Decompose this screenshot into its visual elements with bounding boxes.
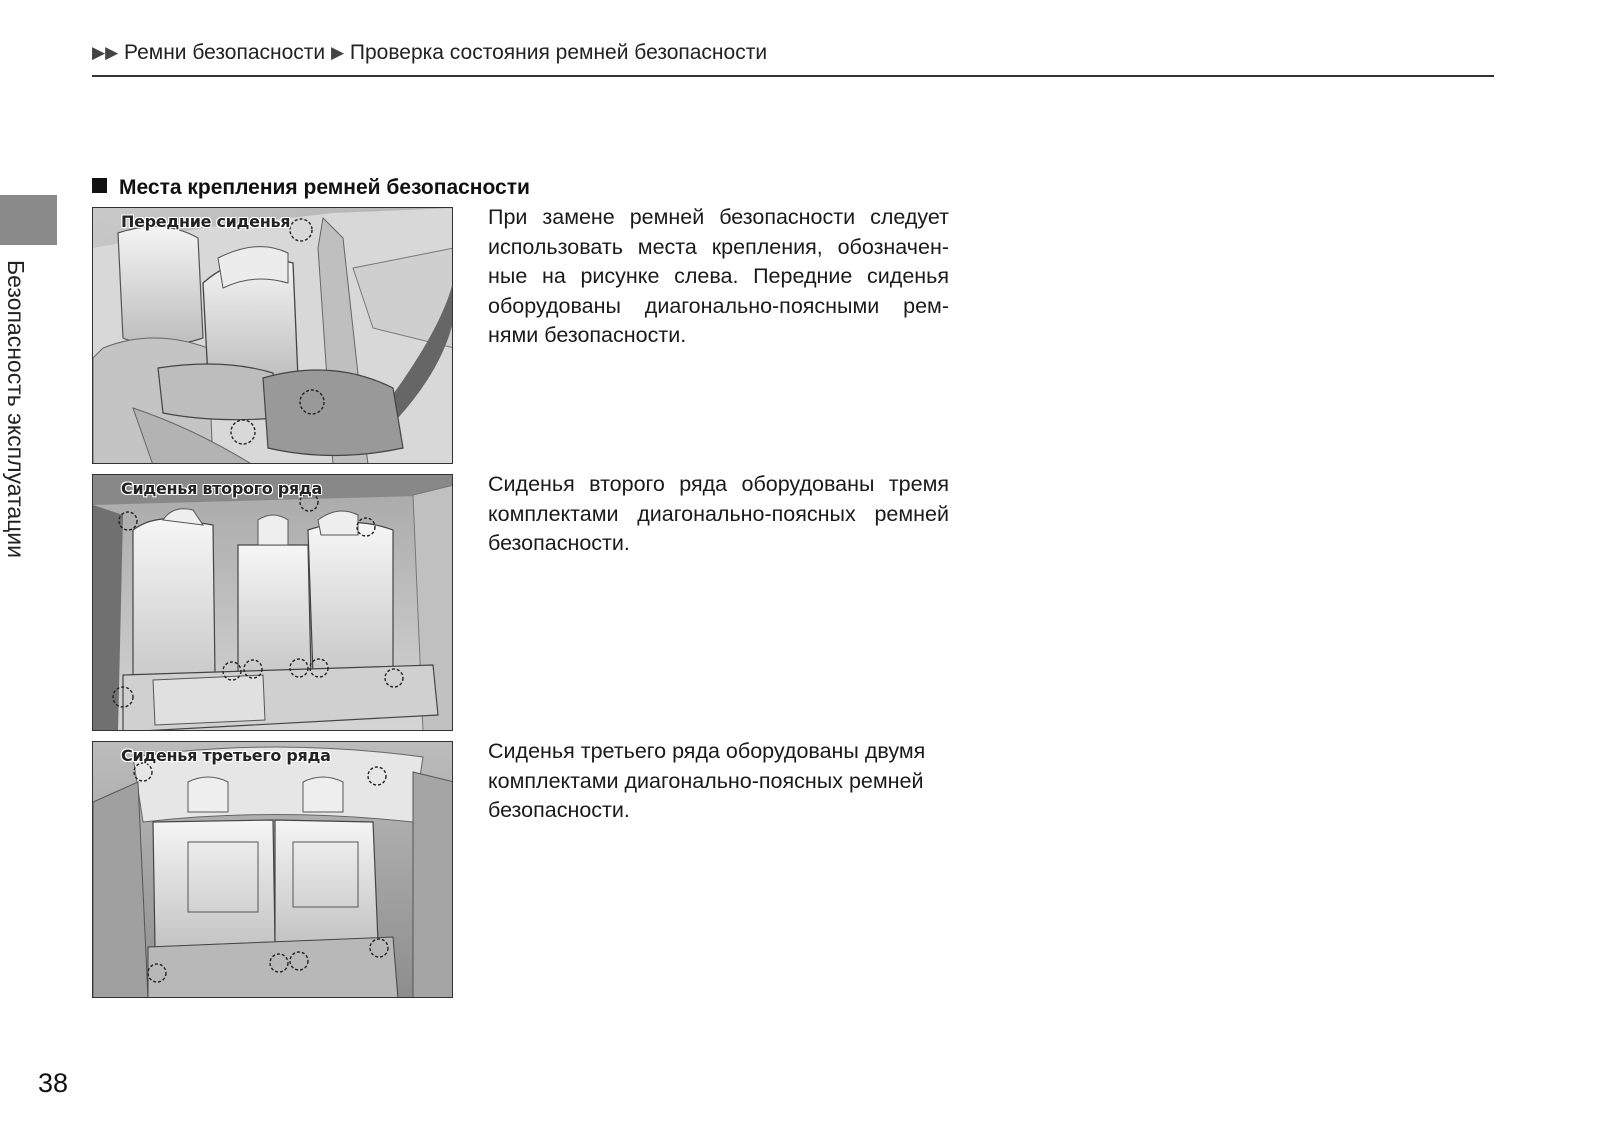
breadcrumb [92,40,1492,66]
paragraph-second-row: Сиденья второго ряда оборудованы тремя комплектами диагонально-поясных ремней безопасности. [488,472,949,555]
paragraph-third-row: Сиденья третьего ряда оборудованы двумя комплектами диагонально-поясных ремней безопасности. [488,739,926,822]
figure-label-third-row: Сиденья третьего ряда [121,746,331,765]
chapter-tab-marker [0,195,57,245]
third-row-illustration [93,742,453,998]
page-number: 38 [38,1068,69,1098]
chapter-side-label: Безопасность эксплуатации [3,260,29,559]
front-seats-illustration [93,208,453,464]
double-arrow-icon: ▶▶ [92,43,119,62]
paragraph-front-seats: При замене ремней безопасности следует использовать места крепления, обозначенные на рисунке слева. Передние сиденья оборудованы диагонально-поясными ремнями безопасности. [488,205,949,347]
square-bullet-icon [92,178,107,193]
figure-second-row [92,474,453,731]
breadcrumb-subsection: Проверка состояния ремней безопасности [349,41,768,64]
breadcrumb-section: Ремни безопасности [124,41,326,64]
section-title [92,175,530,201]
figure-third-row [92,741,453,998]
header-divider [92,75,1494,77]
figure-front-seats [92,207,453,464]
second-row-illustration [93,475,453,731]
arrow-right-icon: ▶ [330,43,345,62]
figure-label-second-row: Сиденья второго ряда [121,479,322,498]
figure-label-front: Передние сиденья [121,212,291,231]
section-title-text: Места крепления ремней безопасности [119,176,530,199]
